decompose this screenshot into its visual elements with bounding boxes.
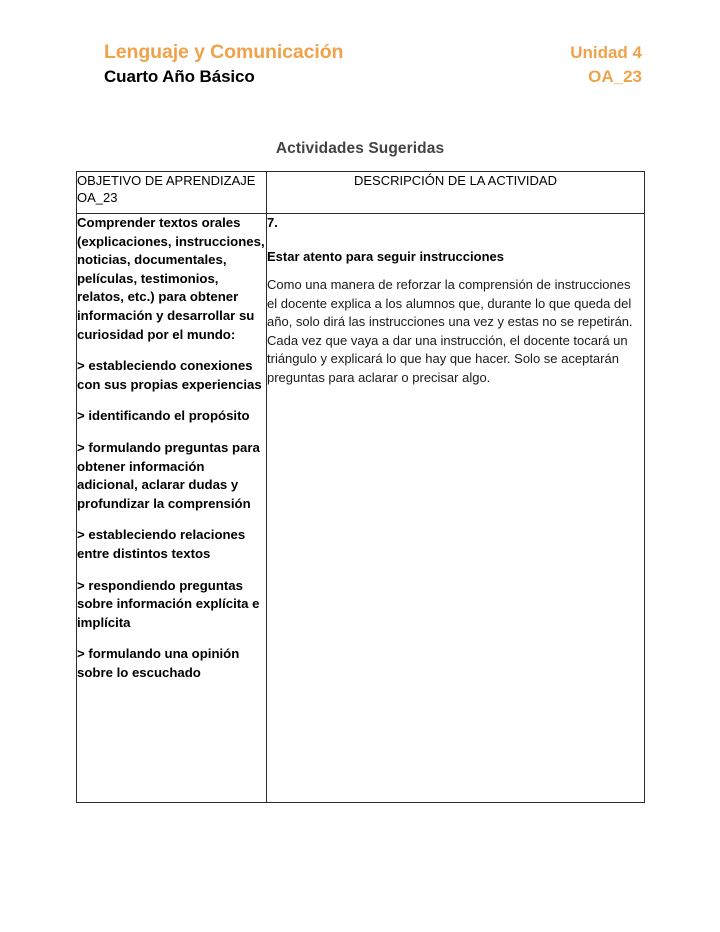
activity-number: 7. [267,215,278,230]
column-header-objective: OBJETIVO DE APRENDIZAJE OA_23 [77,172,267,214]
objective-bullet-conexiones: > estableciendo conexiones con sus propias experiencias [77,358,262,392]
objective-paragraph: Comprender textos orales (explicaciones, instrucciones, noticias, documentales, películas, testimonios, relatos, etc.) para obtener información y desarrollar su curiosidad por el mundo: [77,215,265,342]
objective-bullet-preguntas: > formulando preguntas para obtener información adicional, aclarar dudas y profundizar la comprensión [77,439,260,511]
unit-label: Unidad 4 [570,43,642,62]
column-header-description: DESCRIPCIÓN DE LA ACTIVIDAD [267,172,645,214]
table-header-row [77,172,645,214]
header-right-group [570,40,644,89]
objective-bullet-proposito: > identificando el propósito [77,408,250,424]
document-header [104,40,644,89]
activities-table [76,171,645,803]
table-row [77,214,645,803]
objective-bullet-relaciones: > estableciendo relaciones entre distintos textos [77,527,246,561]
section-title: Actividades Sugeridas [275,140,445,157]
oa-code-label: OA_23 [588,67,642,86]
description-cell [267,214,645,803]
objective-bullet-respondiendo: > respondiendo preguntas sobre información explícita e implícita [77,577,260,630]
header-left-group [104,40,343,89]
activity-title: Estar atento para seguir instrucciones [267,249,504,264]
objective-cell [77,214,267,803]
activity-body: Como una manera de reforzar la comprensión de instrucciones el docente explica a los alumnos que, durante lo que queda del año, solo dirá las instrucciones una vez y estas no se repetirán. Cada vez que vaya a dar una instrucción, el docente tocará un triángulo y explicará lo que hay que hacer. Solo se aceptarán preguntas para aclarar o precisar algo. [267,277,633,385]
subject-title: Lenguaje y Comunicación [104,41,344,63]
objective-bullet-opinion: > formulando una opinión sobre lo escuchado [77,646,240,680]
grade-title: Cuarto Año Básico [104,67,255,86]
